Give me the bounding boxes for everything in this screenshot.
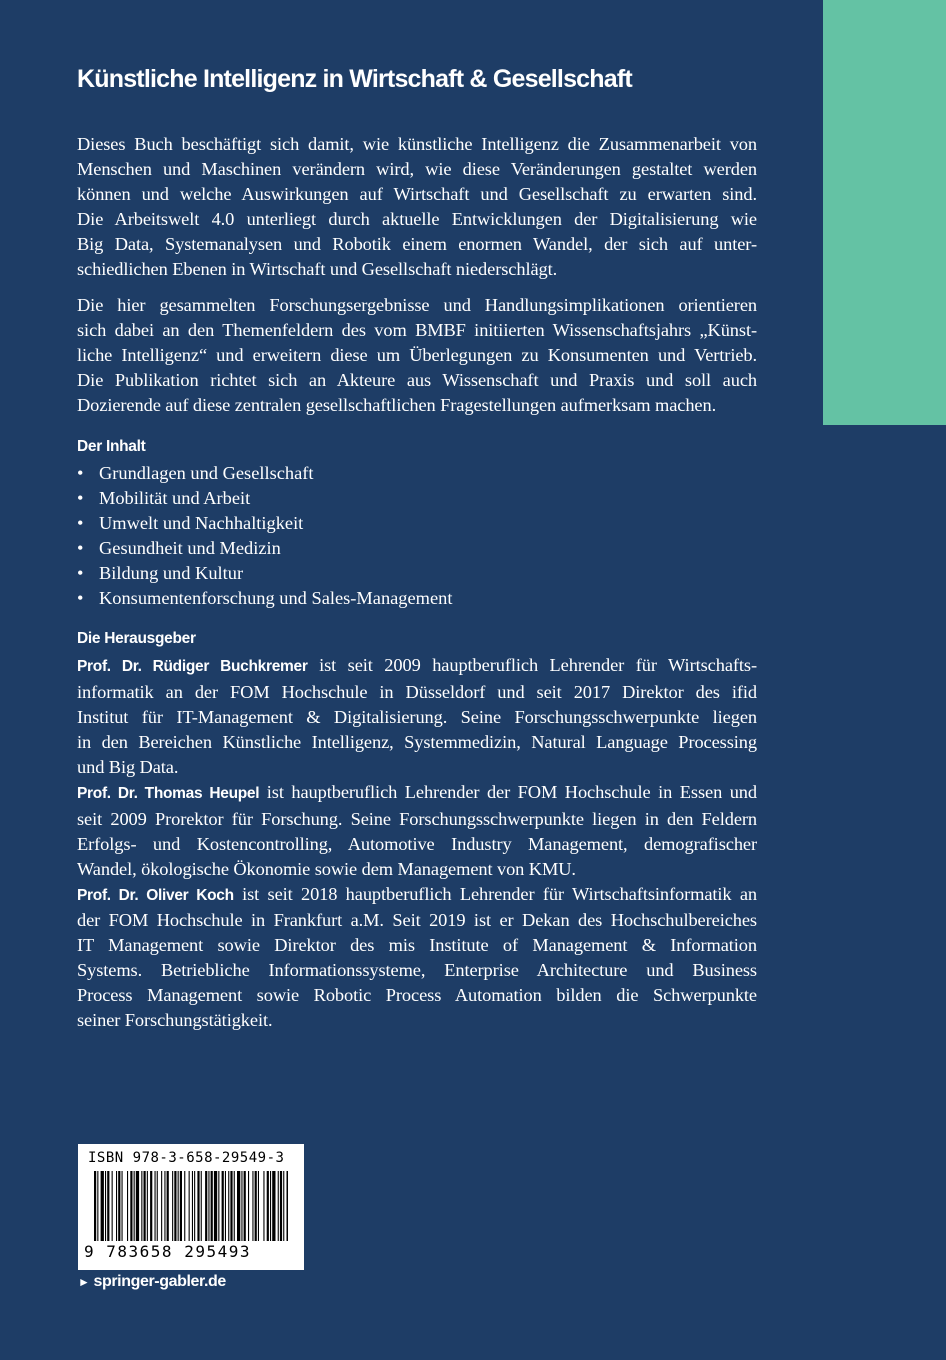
barcode-bar [287, 1171, 289, 1241]
contents-list [77, 461, 757, 610]
text-line [77, 705, 757, 730]
barcode-bar [194, 1171, 195, 1241]
text-line [77, 780, 757, 807]
isbn-number: ISBN 978-3-658-29549-3 [88, 1150, 285, 1166]
editor-bio [77, 882, 757, 1033]
list-item-label: Grundlagen und Gesellschaft [99, 462, 314, 483]
barcode-bar [205, 1171, 207, 1241]
barcode-bar [192, 1171, 193, 1241]
barcode-bar [272, 1171, 275, 1241]
text-line: Dozierende auf diese zentralen gesellschaftlichen Fragestellungen aufmerksam machen. [77, 395, 717, 416]
barcode-bar [157, 1171, 158, 1241]
bio-text: Systems. Betriebliche Informationssysteme, Enterprise Architecture und Business [77, 960, 757, 981]
text-line: können und welche Auswirkungen auf Wirtschaft und Gesellschaft zu erwarten sind. [77, 183, 757, 204]
intro-paragraph [77, 132, 757, 281]
editors-heading: Die Herausgeber [77, 630, 196, 648]
barcode-bar [116, 1171, 117, 1241]
list-item-label: Mobilität und Arbeit [99, 487, 251, 508]
barcode-bar [252, 1171, 253, 1241]
editor-name: Prof. Dr. Thomas Heupel [77, 784, 260, 802]
barcode-bar [147, 1171, 148, 1241]
barcode-bar [278, 1171, 279, 1241]
barcode-bar [107, 1171, 109, 1241]
accent-block [823, 0, 946, 425]
barcode-bar [225, 1171, 226, 1241]
bio-text: Process Management sowie Robotic Process Automation bilden die Schwerpunkte [77, 985, 757, 1006]
editor-bio [77, 653, 757, 780]
text-line [77, 958, 757, 983]
barcode-bar [211, 1171, 213, 1241]
barcode-bar [155, 1171, 156, 1241]
bio-text: seiner Forschungstätigkeit. [77, 1010, 273, 1031]
isbn-barcode [78, 1144, 304, 1270]
text-line [77, 730, 757, 755]
bio-text: der FOM Hochschule in Frankfurt a.M. Seit 2019 ist er Dekan des Hochschulbereiches [77, 910, 757, 931]
bullet-icon: • [77, 562, 84, 583]
bio-text: IT Management sowie Direktor des mis Institute of Management & Information [77, 935, 757, 956]
bio-text: ist hauptberuflich Lehrender der FOM Hochschule in Essen und [259, 781, 758, 802]
barcode-bar [283, 1171, 284, 1241]
barcode-bar [94, 1171, 96, 1241]
barcode-bar [141, 1171, 142, 1241]
arrow-right-icon: ► [78, 1275, 90, 1289]
barcode-bar [118, 1171, 120, 1241]
barcode-bar [218, 1171, 219, 1241]
barcode-bar [127, 1171, 128, 1241]
text-line [77, 857, 757, 882]
publisher-website[interactable] [78, 1273, 226, 1291]
text-line: Die Publikation richtet sich an Akteure aus Wissenschaft und Praxis und soll auch [77, 370, 757, 391]
text-line: Dieses Buch beschäftigt sich damit, wie künstliche Intelligenz die Zusammenarbeit von [77, 134, 757, 154]
barcode-bar [201, 1171, 202, 1241]
back-cover-text [77, 62, 757, 1033]
barcode-bar [105, 1171, 106, 1241]
barcode-bar [167, 1171, 169, 1241]
barcode-bar [184, 1171, 185, 1241]
barcode-bar [180, 1171, 182, 1241]
barcode-bar [136, 1171, 139, 1241]
barcode-bar [237, 1171, 240, 1241]
list-item-label: Gesundheit und Medizin [99, 537, 281, 558]
barcode-bar [222, 1171, 224, 1241]
text-line [77, 680, 757, 705]
bio-text: seit 2009 Prorektor für Forschung. Seine Forschungsschwerpunkte liegen in den Feldern [77, 808, 757, 829]
text-line: Die Arbeitswelt 4.0 unterliegt durch aktuelle Entwicklungen der Digitalisierung wie [77, 208, 757, 229]
text-line: Die hier gesammelten Forschungsergebnisse und Handlungsimplikationen orientieren [77, 295, 757, 316]
list-item-label: Konsumentenforschung und Sales-Management [99, 587, 453, 608]
list-item [77, 511, 757, 536]
barcode-bar [263, 1171, 264, 1241]
bio-text: in den Bereichen Künstliche Intelligenz, Systemmedizin, Natural Language Processing [77, 732, 757, 753]
contents-heading: Der Inhalt [77, 437, 146, 455]
bio-text: Wandel, ökologische Ökonomie sowie dem Management von KMU. [77, 858, 576, 879]
barcode-bar [144, 1171, 146, 1241]
list-item [77, 536, 757, 561]
bullet-icon: • [77, 537, 84, 558]
barcode-bar [130, 1171, 132, 1241]
text-line [77, 933, 757, 958]
barcode-bar [208, 1171, 209, 1241]
barcode-bar [178, 1171, 179, 1241]
barcode-digits: 9 783658 295493 [84, 1242, 251, 1261]
barcode-bar [244, 1171, 246, 1241]
barcode-bar [255, 1171, 257, 1241]
list-item [77, 461, 757, 486]
bullet-icon: • [77, 512, 84, 533]
barcode-bar [174, 1171, 176, 1241]
text-line [77, 755, 757, 780]
list-item [77, 561, 757, 586]
text-line [77, 653, 757, 680]
list-item-label: Umwelt und Nachhaltigkeit [99, 512, 304, 533]
text-line: sich dabei an den Themenfeldern des vom BMBF initiierten Wissenschaftsjahrs „Künst- [77, 320, 757, 341]
text-line: Menschen und Maschinen verändern wird, wie diese Veränderungen gestaltet werden [77, 158, 757, 179]
bullet-icon: • [77, 487, 84, 508]
bio-text: ist seit 2018 hauptberuflich Lehrender für Wirtschaftsinformatik an [233, 883, 757, 904]
barcode-bar [150, 1171, 152, 1241]
barcode-bar [228, 1171, 229, 1241]
bio-text: ist seit 2009 hauptberuflich Lehrender für Wirtschafts- [307, 655, 757, 676]
barcode-bar [280, 1171, 282, 1241]
book-title: Künstliche Intelligenz in Wirtschaft & Gesellschaft [77, 65, 632, 93]
bullet-icon: • [77, 462, 84, 483]
text-line: Big Data, Systemanalysen und Robotik einem enormen Wandel, der sich auf unter- [77, 233, 757, 254]
barcode-bar [164, 1171, 165, 1241]
list-item-label: Bildung und Kultur [99, 562, 244, 583]
barcode-bar [172, 1171, 173, 1241]
bullet-icon: • [77, 587, 84, 608]
text-line [77, 983, 757, 1008]
research-paragraph [77, 293, 757, 418]
barcode-bar [270, 1171, 271, 1241]
editors-section [77, 653, 757, 1033]
editor-name: Prof. Dr. Oliver Koch [77, 886, 234, 904]
barcode-bar [230, 1171, 232, 1241]
barcode-bar [197, 1171, 199, 1241]
bio-text: Erfolgs- und Kostencontrolling, Automotive Industry Management, demografischer [77, 833, 757, 854]
barcode-bar [134, 1171, 135, 1241]
list-item [77, 486, 757, 511]
text-line [77, 807, 757, 832]
text-line [77, 832, 757, 857]
barcode-bar [161, 1171, 162, 1241]
barcode-bar [122, 1171, 123, 1241]
barcode-bar [234, 1171, 235, 1241]
text-line [77, 908, 757, 933]
barcode-bar [189, 1171, 190, 1241]
text-line [77, 882, 757, 909]
barcode-bar [258, 1171, 259, 1241]
barcode-bar [241, 1171, 242, 1241]
barcode-bar [267, 1171, 269, 1241]
barcode-bar [248, 1171, 249, 1241]
barcode-bar [97, 1171, 98, 1241]
editor-name: Prof. Dr. Rüdiger Buchkremer [77, 658, 308, 676]
list-item [77, 586, 757, 611]
website-label: springer-gabler.de [93, 1273, 226, 1290]
barcode-bar [214, 1171, 217, 1241]
text-line: liche Intelligenz“ und erweitern diese um Überlegungen zu Konsumenten und Vertrieb. [77, 345, 757, 366]
bio-text: Institut für IT-Management & Digitalisierung. Seine Forschungsschwerpunkte liegen [77, 707, 757, 728]
text-line: schiedlichen Ebenen in Wirtschaft und Gesellschaft niederschlägt. [77, 258, 558, 279]
barcode-bar [112, 1171, 113, 1241]
barcode-bar [101, 1171, 104, 1241]
text-line [77, 1008, 757, 1033]
bio-text: und Big Data. [77, 757, 179, 778]
barcode-icon [94, 1171, 288, 1241]
editor-bio [77, 780, 757, 882]
bio-text: informatik an der FOM Hochschule in Düsseldorf und seit 2017 Direktor des ifid [77, 682, 757, 703]
